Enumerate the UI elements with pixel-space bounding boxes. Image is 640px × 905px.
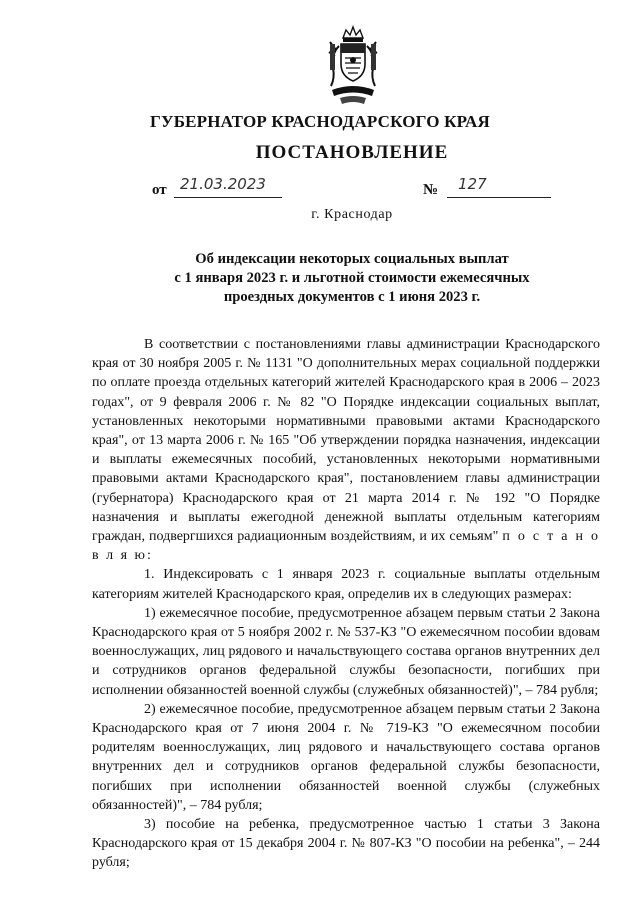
- coat-of-arms-emblem: [326, 24, 380, 108]
- number-underline: [447, 197, 551, 198]
- preamble-paragraph: [92, 335, 600, 565]
- issuing-authority: ГУБЕРНАТОР КРАСНОДАРСКОГО КРАЯ: [150, 112, 490, 131]
- title-line-1: Об индексации некоторых социальных выплат: [195, 251, 509, 267]
- preamble-text: В соответствии с постановлениями главы администрации Краснодарского края от 30 ноября 2005 г. № 1131 "О дополнительных мерах социальной поддержки по оплате проезда отдельных категорий жителей Краснодарского края в 2006 – 2023 годах", от 9 февраля 2006 г. № 82 "О Порядке индексации социальных выплат, установленных некоторыми нормативными правовыми актами Краснодарского края", от 13 марта 2006 г. № 165 "Об утверждении порядка назначения, индексации и выплаты ежемесячных пособий, установленных некоторыми нормативными правовыми актами Краснодарского края", постановлением главы администрации (губернатора) Краснодарского края от 21 марта 2014 г. № 192 "О Порядке назначения и выплаты ежегодной денежной выплаты отдельным категориям граждан, подвергшихся радиационным воздействиям, и их семьям": [92, 337, 600, 545]
- sub-item-1: 1) ежемесячное пособие, предусмотренное абзацем первым статьи 2 Закона Краснодарского края от 5 ноября 2002 г. № 537-КЗ "О ежемесячном пособии вдовам военнослужащих, лиц рядового и начальствующего состава органов внутренних дел и сотрудников органов федеральной службы безопасности, погибших при исполнении обязанностей военной службы (служебных обязанностей)", – 784 рубля;: [92, 605, 600, 698]
- city-line: г. Краснодар: [311, 207, 393, 222]
- decree-word: п о с т а н о в л я ю:: [92, 529, 601, 564]
- date-value: 21.03.2023: [180, 175, 266, 193]
- document-type: ПОСТАНОВЛЕНИЕ: [255, 142, 449, 163]
- item-1: 1. Индексировать с 1 января 2023 г. социальные выплаты отдельным категориям жителей Краснодарского края, определив их в следующих размерах:: [92, 567, 600, 602]
- document-title: [90, 250, 614, 307]
- sub-item-2: 2) ежемесячное пособие, предусмотренное абзацем первым статьи 2 Закона Краснодарского края от 7 июня 2004 г. № 719-КЗ "О ежемесячном пособии родителям военнослужащих, лиц рядового и начальствующего состава органов внутренних дел и сотрудников органов федеральной службы безопасности, погибших при исполнении обязанностей военной службы (служебных обязанностей)", – 784 рубля;: [92, 701, 600, 813]
- date-label: от: [152, 182, 167, 198]
- number-value: 127: [458, 175, 487, 193]
- number-label: №: [423, 182, 439, 198]
- title-line-2: с 1 января 2023 г. и льготной стоимости ежемесячных: [174, 270, 530, 286]
- date-underline: [174, 197, 282, 198]
- title-line-3: проездных документов с 1 июня 2023 г.: [223, 289, 481, 305]
- document-body: [92, 335, 600, 873]
- sub-item-3: 3) пособие на ребенка, предусмотренное частью 1 статьи 3 Закона Краснодарского края от 15 декабря 2004 г. № 807-КЗ "О пособии на ребенка", – 244 рубля;: [92, 817, 600, 871]
